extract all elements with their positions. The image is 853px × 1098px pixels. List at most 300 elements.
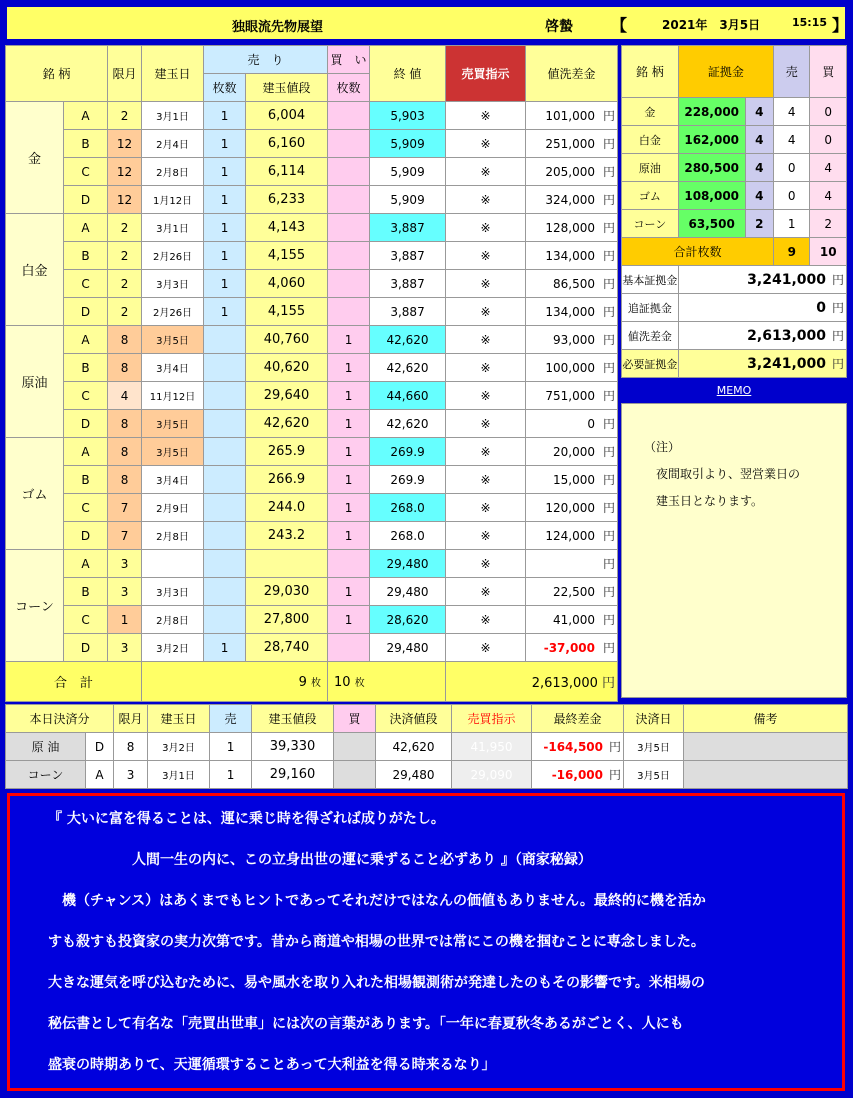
summary-yen: 円	[831, 357, 844, 371]
contract-letter: B	[64, 578, 108, 606]
entry-date: 1月12日	[142, 186, 204, 214]
close-price: 269.9	[370, 466, 446, 494]
diff-cell	[526, 354, 618, 382]
contract-month: 2	[108, 102, 142, 130]
entry-date: 2月4日	[142, 130, 204, 158]
diff-value: 251,000	[545, 137, 596, 151]
sell-qty	[204, 438, 246, 466]
entry-price: 27,800	[246, 606, 328, 634]
buy-qty: 1	[328, 438, 370, 466]
diff-yen: 円	[603, 305, 616, 319]
settle-letter: D	[86, 733, 114, 761]
diff-yen: 円	[603, 109, 616, 123]
summary-label: 値洗差金	[622, 322, 679, 350]
summary-yen: 円	[831, 273, 844, 287]
close-price: 29,480	[370, 578, 446, 606]
contract-month: 12	[108, 186, 142, 214]
season-label: 啓蟄	[545, 19, 573, 35]
margin-summary-row	[622, 350, 847, 378]
close-price: 28,620	[370, 606, 446, 634]
summary-yen: 円	[831, 301, 844, 315]
entry-price: 4,143	[246, 214, 328, 242]
entry-price: 40,620	[246, 354, 328, 382]
settle-header-instruction: 売買指示	[452, 705, 532, 733]
total-label: 合 計	[6, 662, 142, 702]
diff-yen: 円	[603, 445, 616, 459]
settle-instruction: 41,950	[452, 733, 532, 761]
entry-price: 40,760	[246, 326, 328, 354]
entry-date: 3月4日	[142, 466, 204, 494]
settle-final	[532, 761, 624, 789]
position-row	[6, 382, 618, 410]
position-row	[6, 494, 618, 522]
col-header-sell-price: 建玉値段	[246, 74, 328, 102]
diff-value: 22,500	[553, 585, 596, 599]
settle-name: コーン	[6, 761, 86, 789]
quote-line: すも殺すも投資家の実力次第です。昔から商道や相場の世界では常にこの機を掴むことに専念しました。	[48, 934, 705, 950]
settle-header-date: 建玉日	[148, 705, 210, 733]
margin-row	[622, 98, 847, 126]
entry-date: 3月5日	[142, 410, 204, 438]
diff-value: 120,000	[545, 501, 596, 515]
entry-price	[246, 550, 328, 578]
diff-value: 324,000	[545, 193, 596, 207]
settle-note	[684, 733, 848, 761]
sell-qty	[204, 578, 246, 606]
entry-price: 266.9	[246, 466, 328, 494]
entry-price: 6,233	[246, 186, 328, 214]
buy-qty	[328, 158, 370, 186]
close-price: 3,887	[370, 270, 446, 298]
margin-unit: 4	[745, 98, 773, 126]
diff-yen: 円	[603, 585, 616, 599]
contract-letter: C	[64, 158, 108, 186]
position-row	[6, 606, 618, 634]
summary-yen: 円	[831, 329, 844, 343]
bracket-left: 【	[611, 16, 628, 35]
settle-day: 3月5日	[624, 733, 684, 761]
diff-value: 134,000	[545, 305, 596, 319]
entry-price: 42,620	[246, 410, 328, 438]
summary-amount: 3,241,000	[747, 356, 826, 372]
diff-cell	[526, 242, 618, 270]
buy-qty	[328, 214, 370, 242]
settle-month: 8	[114, 733, 148, 761]
margin-unit: 4	[745, 126, 773, 154]
position-row	[6, 158, 618, 186]
margin-name: 金	[622, 98, 679, 126]
diff-yen: 円	[603, 165, 616, 179]
diff-value: -37,000	[543, 641, 596, 655]
entry-price: 6,114	[246, 158, 328, 186]
memo-line: （注）	[644, 440, 681, 454]
contract-month: 3	[108, 550, 142, 578]
entry-price: 4,155	[246, 298, 328, 326]
settle-final-value: -16,000	[551, 768, 603, 782]
diff-value: 86,500	[553, 277, 596, 291]
diff-cell	[526, 158, 618, 186]
entry-price: 243.2	[246, 522, 328, 550]
settle-letter: A	[86, 761, 114, 789]
margin-sell: 4	[774, 126, 810, 154]
position-row	[6, 410, 618, 438]
diff-cell	[526, 634, 618, 662]
col-header-sell-qty: 枚数	[204, 74, 246, 102]
diff-yen: 円	[603, 417, 616, 431]
instruction-mark: ※	[446, 242, 526, 270]
position-row	[6, 270, 618, 298]
diff-cell	[526, 606, 618, 634]
margin-amount: 63,500	[678, 210, 745, 238]
entry-date: 2月8日	[142, 606, 204, 634]
margin-unit: 4	[745, 154, 773, 182]
settle-month: 3	[114, 761, 148, 789]
quote-line: 『 大いに富を得ることは、運に乗じ時を得ざれば成りがたし。	[48, 811, 445, 827]
sell-qty: 1	[204, 242, 246, 270]
header-bar	[5, 5, 847, 41]
settle-header-buy: 買	[334, 705, 376, 733]
settle-header-date2: 決済日	[624, 705, 684, 733]
margin-total-sell: 9	[774, 238, 810, 266]
instruction-mark: ※	[446, 102, 526, 130]
diff-value: 205,000	[545, 165, 596, 179]
entry-date	[142, 550, 204, 578]
col-header-buy: 買 い	[328, 46, 370, 74]
sell-qty: 1	[204, 270, 246, 298]
memo-link[interactable]: MEMO	[716, 384, 752, 397]
settle-note	[684, 761, 848, 789]
entry-price: 4,155	[246, 242, 328, 270]
diff-cell	[526, 438, 618, 466]
buy-qty: 1	[328, 522, 370, 550]
diff-cell	[526, 466, 618, 494]
margin-row	[622, 210, 847, 238]
page-title: 独眼流先物展望	[232, 20, 324, 35]
position-row	[6, 326, 618, 354]
margin-buy: 2	[810, 210, 847, 238]
diff-cell	[526, 102, 618, 130]
contract-letter: B	[64, 130, 108, 158]
position-row	[6, 102, 618, 130]
sell-qty	[204, 606, 246, 634]
diff-value: 100,000	[545, 361, 596, 375]
buy-qty: 1	[328, 326, 370, 354]
diff-value: 93,000	[553, 333, 596, 347]
instruction-mark: ※	[446, 522, 526, 550]
buy-qty	[328, 298, 370, 326]
margin-row	[622, 182, 847, 210]
margin-name: コーン	[622, 210, 679, 238]
contract-month: 7	[108, 494, 142, 522]
sell-qty: 1	[204, 298, 246, 326]
settle-close: 29,480	[376, 761, 452, 789]
sell-qty	[204, 466, 246, 494]
contract-month: 7	[108, 522, 142, 550]
margin-header-buy: 買	[810, 46, 847, 98]
close-price: 42,620	[370, 326, 446, 354]
margin-name: 原油	[622, 154, 679, 182]
col-header-month: 限月	[108, 46, 142, 102]
instruction-mark: ※	[446, 382, 526, 410]
position-row	[6, 578, 618, 606]
diff-yen: 円	[603, 529, 616, 543]
buy-qty	[328, 186, 370, 214]
position-row	[6, 522, 618, 550]
date-label: 2021年 3月5日	[662, 18, 761, 32]
group-name: 原油	[6, 326, 64, 438]
contract-month: 8	[108, 354, 142, 382]
position-row	[6, 634, 618, 662]
sell-qty: 1	[204, 102, 246, 130]
diff-cell	[526, 410, 618, 438]
summary-label: 追証拠金	[622, 294, 679, 322]
contract-month: 2	[108, 270, 142, 298]
margin-sell: 1	[774, 210, 810, 238]
settle-final-yen: 円	[609, 740, 622, 754]
summary-amount: 0	[816, 300, 826, 316]
instruction-mark: ※	[446, 326, 526, 354]
diff-cell	[526, 130, 618, 158]
margin-total-buy: 10	[810, 238, 847, 266]
entry-price: 29,640	[246, 382, 328, 410]
contract-month: 2	[108, 242, 142, 270]
entry-date: 3月3日	[142, 270, 204, 298]
settle-header-final: 最終差金	[532, 705, 624, 733]
margin-summary-row	[622, 294, 847, 322]
quote-line: 大きな運気を呼び込むために、易や風水を取り入れた相場観測術が発達したのもその影響です。米相場の	[48, 975, 705, 991]
entry-date: 3月1日	[142, 102, 204, 130]
diff-value: 751,000	[545, 389, 596, 403]
diff-value: 134,000	[545, 249, 596, 263]
contract-month: 1	[108, 606, 142, 634]
diff-value: 128,000	[545, 221, 596, 235]
entry-price: 29,030	[246, 578, 328, 606]
diff-cell	[526, 298, 618, 326]
settle-buy	[334, 761, 376, 789]
margin-summary-row	[622, 266, 847, 294]
margin-row	[622, 126, 847, 154]
close-price: 3,887	[370, 242, 446, 270]
settlement-row	[6, 733, 848, 761]
memo-line: 建玉日となります。	[644, 494, 764, 508]
margin-summary-row	[622, 322, 847, 350]
contract-month: 8	[108, 410, 142, 438]
total-sell-unit: 枚	[311, 677, 322, 689]
quote-line: 人間一生の内に、この立身出世の運に乗ずること必ずあり 』（商家秘録）	[48, 852, 592, 868]
total-buy-unit: 枚	[354, 677, 365, 689]
instruction-mark: ※	[446, 298, 526, 326]
summary-value	[678, 350, 846, 378]
summary-value	[678, 266, 846, 294]
close-price: 5,909	[370, 158, 446, 186]
close-price: 29,480	[370, 634, 446, 662]
margin-unit: 2	[745, 210, 773, 238]
contract-letter: C	[64, 382, 108, 410]
col-header-buy-qty: 枚数	[328, 74, 370, 102]
positions-table	[5, 45, 618, 702]
contract-month: 8	[108, 326, 142, 354]
contract-month: 2	[108, 298, 142, 326]
margin-total-row	[622, 238, 847, 266]
settle-price: 29,160	[252, 761, 334, 789]
time-label: 15:15	[792, 16, 828, 29]
close-price: 3,887	[370, 214, 446, 242]
entry-date: 2月26日	[142, 242, 204, 270]
instruction-mark: ※	[446, 606, 526, 634]
margin-amount: 108,000	[678, 182, 745, 210]
instruction-mark: ※	[446, 466, 526, 494]
diff-yen: 円	[603, 613, 616, 627]
sell-qty	[204, 354, 246, 382]
summary-amount: 3,241,000	[747, 272, 826, 288]
total-diff-yen: 円	[602, 676, 616, 691]
settlement-table	[5, 704, 848, 789]
margin-buy: 4	[810, 154, 847, 182]
entry-price: 28,740	[246, 634, 328, 662]
settle-day: 3月5日	[624, 761, 684, 789]
position-row	[6, 186, 618, 214]
buy-qty: 1	[328, 382, 370, 410]
sell-qty	[204, 382, 246, 410]
buy-qty	[328, 242, 370, 270]
contract-letter: B	[64, 242, 108, 270]
instruction-mark: ※	[446, 186, 526, 214]
diff-cell	[526, 522, 618, 550]
diff-cell	[526, 326, 618, 354]
margin-header-amount: 証拠金	[678, 46, 773, 98]
diff-value: 124,000	[545, 529, 596, 543]
group-name: コーン	[6, 550, 64, 662]
entry-price: 6,160	[246, 130, 328, 158]
diff-cell	[526, 494, 618, 522]
entry-date: 3月2日	[142, 634, 204, 662]
contract-letter: D	[64, 186, 108, 214]
entry-date: 3月5日	[142, 438, 204, 466]
close-price: 44,660	[370, 382, 446, 410]
contract-letter: A	[64, 214, 108, 242]
group-name: 白金	[6, 214, 64, 326]
summary-value	[678, 294, 846, 322]
col-header-close: 終 値	[370, 46, 446, 102]
entry-price: 265.9	[246, 438, 328, 466]
instruction-mark: ※	[446, 270, 526, 298]
contract-letter: B	[64, 354, 108, 382]
contract-month: 8	[108, 438, 142, 466]
margin-sell: 0	[774, 182, 810, 210]
contract-month: 8	[108, 466, 142, 494]
close-price: 42,620	[370, 354, 446, 382]
diff-yen: 円	[603, 333, 616, 347]
settle-sell: 1	[210, 733, 252, 761]
settle-header-note: 備考	[684, 705, 848, 733]
buy-qty	[328, 550, 370, 578]
diff-value: 101,000	[545, 109, 596, 123]
sell-qty: 1	[204, 158, 246, 186]
settle-header-today: 本日決済分	[6, 705, 114, 733]
contract-letter: C	[64, 606, 108, 634]
buy-qty: 1	[328, 466, 370, 494]
sell-qty	[204, 410, 246, 438]
instruction-mark: ※	[446, 438, 526, 466]
entry-date: 3月5日	[142, 326, 204, 354]
close-price: 5,909	[370, 130, 446, 158]
diff-yen: 円	[603, 501, 616, 515]
summary-value	[678, 322, 846, 350]
settle-buy	[334, 733, 376, 761]
diff-cell	[526, 578, 618, 606]
settle-final-value: -164,500	[543, 740, 603, 754]
position-row	[6, 242, 618, 270]
contract-letter: A	[64, 326, 108, 354]
buy-qty: 1	[328, 606, 370, 634]
entry-date: 2月9日	[142, 494, 204, 522]
close-price: 268.0	[370, 522, 446, 550]
settle-header-price: 建玉値段	[252, 705, 334, 733]
contract-month: 12	[108, 130, 142, 158]
entry-date: 3月1日	[142, 214, 204, 242]
margin-buy: 0	[810, 98, 847, 126]
settle-header-month: 限月	[114, 705, 148, 733]
buy-qty	[328, 130, 370, 158]
total-sell	[142, 662, 328, 702]
buy-qty	[328, 270, 370, 298]
col-header-diff: 値洗差金	[526, 46, 618, 102]
sell-qty	[204, 494, 246, 522]
close-price: 3,887	[370, 298, 446, 326]
position-row	[6, 130, 618, 158]
instruction-mark: ※	[446, 634, 526, 662]
sell-qty	[204, 550, 246, 578]
contract-letter: C	[64, 494, 108, 522]
buy-qty	[328, 634, 370, 662]
margin-sell: 0	[774, 154, 810, 182]
instruction-mark: ※	[446, 494, 526, 522]
col-header-instruction: 売買指示	[446, 46, 526, 102]
total-sell-value: 9	[298, 674, 307, 690]
entry-date: 2月8日	[142, 522, 204, 550]
diff-value: 20,000	[553, 445, 596, 459]
close-price: 5,903	[370, 102, 446, 130]
total-buy-value: 10	[334, 674, 351, 690]
buy-qty: 1	[328, 578, 370, 606]
entry-price: 6,004	[246, 102, 328, 130]
quote-line: 秘伝書として有名な「売買出世車」には次の言葉があります。「一年に春夏秋冬あるがごとく、人にも	[48, 1016, 684, 1032]
settle-sell: 1	[210, 761, 252, 789]
diff-value: 15,000	[553, 473, 596, 487]
buy-qty: 1	[328, 354, 370, 382]
close-price: 5,909	[370, 186, 446, 214]
margin-unit: 4	[745, 182, 773, 210]
instruction-mark: ※	[446, 550, 526, 578]
contract-month: 12	[108, 158, 142, 186]
instruction-mark: ※	[446, 158, 526, 186]
margin-amount: 280,500	[678, 154, 745, 182]
position-row	[6, 298, 618, 326]
total-diff-value: 2,613,000	[531, 676, 598, 691]
contract-month: 2	[108, 214, 142, 242]
diff-yen: 円	[603, 221, 616, 235]
entry-date: 3月4日	[142, 354, 204, 382]
instruction-mark: ※	[446, 410, 526, 438]
contract-letter: D	[64, 410, 108, 438]
contract-letter: D	[64, 522, 108, 550]
diff-yen: 円	[603, 473, 616, 487]
margin-total-label: 合計枚数	[622, 238, 774, 266]
settle-final	[532, 733, 624, 761]
sell-qty	[204, 326, 246, 354]
close-price: 269.9	[370, 438, 446, 466]
margin-buy: 4	[810, 182, 847, 210]
